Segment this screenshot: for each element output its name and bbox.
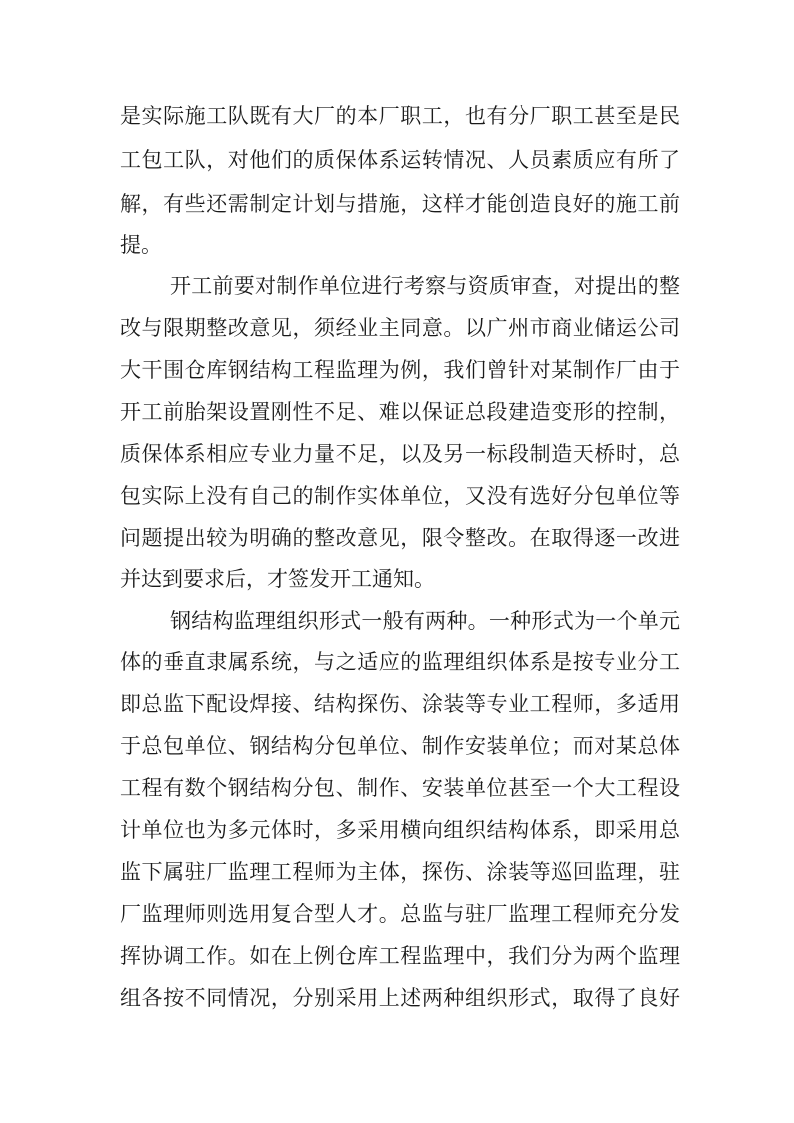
text-line: 即总监下配设焊接、结构探伤、涂装等专业工程师，多适用 — [120, 692, 680, 716]
text-line: 工程有数个钢结构分包、制作、安装单位甚至一个大工程设 — [120, 776, 680, 800]
text-line: 改与限期整改意见，须经业主同意。以广州市商业储运公司 — [120, 316, 680, 340]
text-line: 于总包单位、钢结构分包单位、制作安装单位；而对某总体 — [120, 734, 680, 758]
text-line: 体的垂直隶属系统，与之适应的监理组织体系是按专业分工 — [120, 650, 680, 674]
text-line: 问题提出较为明确的整改意见，限令整改。在取得逐一改进 — [120, 526, 680, 550]
text-line: 解，有些还需制定计划与措施，这样才能创造良好的施工前 — [120, 192, 680, 216]
text-line: 钢结构监理组织形式一般有两种。一种形式为一个单元 — [170, 609, 680, 633]
text-line: 并达到要求后，才签发开工通知。 — [120, 567, 435, 591]
text-line: 开工前要对制作单位进行考察与资质审查，对提出的整 — [170, 274, 680, 298]
text-line: 计单位也为多元体时，多采用横向组织结构体系，即采用总 — [120, 818, 680, 842]
text-line: 挥协调工作。如在上例仓库工程监理中，我们分为两个监理 — [120, 944, 680, 968]
text-line: 监下属驻厂监理工程师为主体，探伤、涂装等巡回监理，驻 — [120, 860, 680, 884]
text-line: 厂监理师则选用复合型人才。总监与驻厂监理工程师充分发 — [120, 902, 680, 926]
text-line: 组各按不同情况，分别采用上述两种组织形式，取得了良好 — [120, 986, 680, 1010]
text-line: 质保体系相应专业力量不足，以及另一标段制造天桥时，总 — [120, 442, 680, 466]
text-line: 包实际上没有自己的制作实体单位，又没有选好分包单位等 — [120, 484, 680, 508]
text-line: 大干围仓库钢结构工程监理为例，我们曾针对某制作厂由于 — [120, 358, 680, 382]
text-line: 是实际施工队既有大厂的本厂职工，也有分厂职工甚至是民 — [120, 104, 680, 128]
text-line: 提。 — [120, 233, 162, 257]
text-line: 开工前胎架设置刚性不足、难以保证总段建造变形的控制， — [120, 400, 680, 424]
text-line: 工包工队，对他们的质保体系运转情况、人员素质应有所了 — [120, 148, 680, 172]
